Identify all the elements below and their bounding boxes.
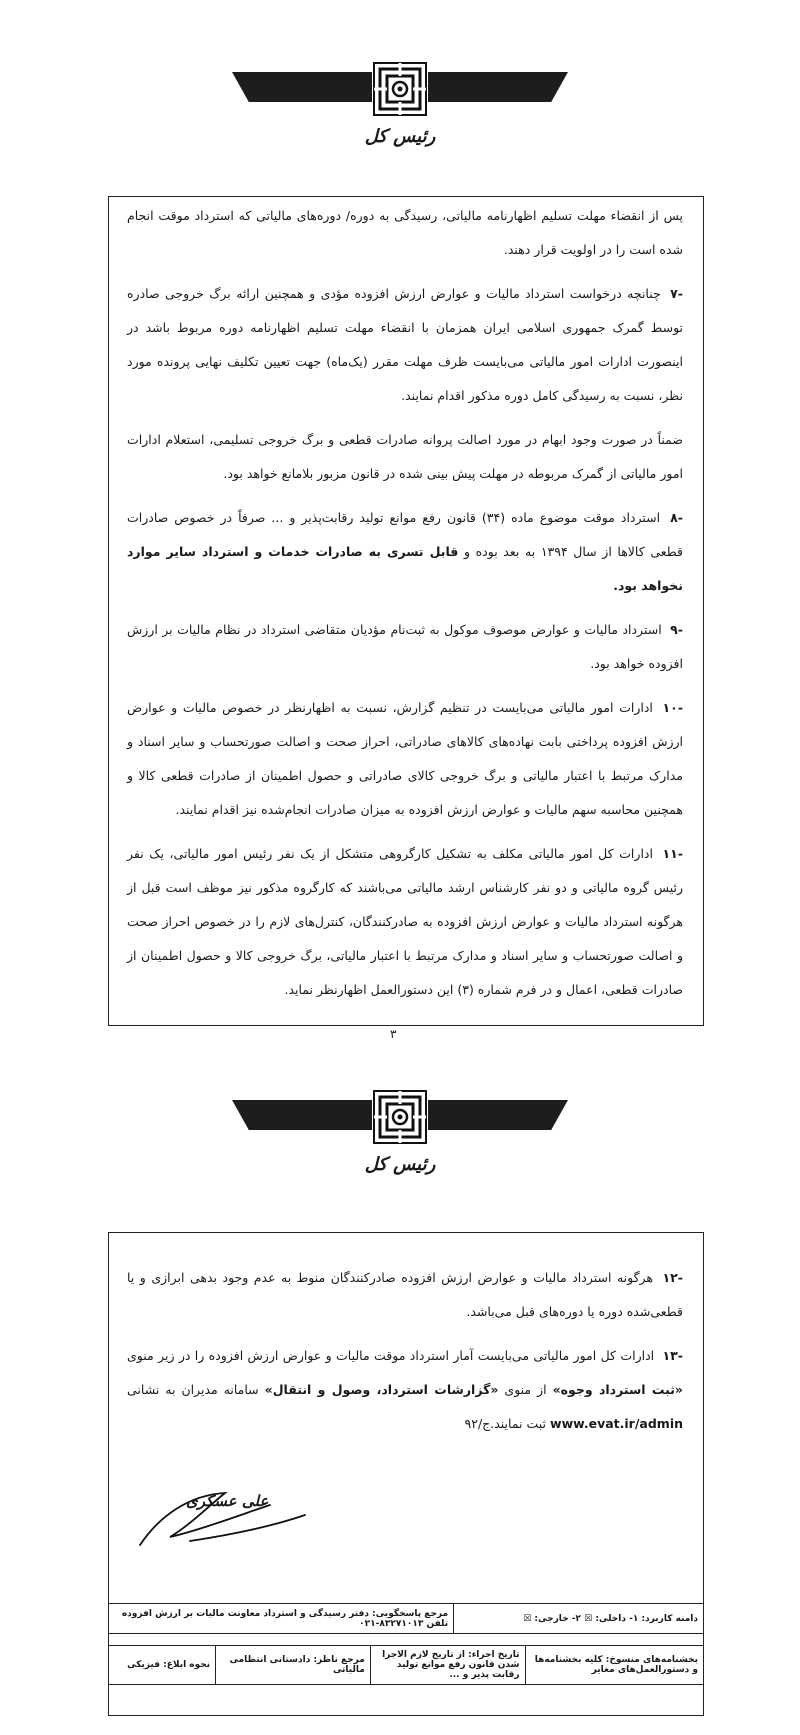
item-text: سامانه مدیران به نشانی [127,1382,265,1397]
page-number: ۳ [390,1027,397,1041]
footer-row [109,1646,704,1685]
emblem-icon [373,1090,427,1144]
item-text: استرداد موقت موضوع ماده (۳۴) قانون رفع موانع تولید رقابت‌پذیر و ... صرفاً در خصوص صادرات قطعی کالاها از سال ۱۳۹۴ به بعد بوده و [127,510,683,559]
footer-metadata-table [108,1603,704,1634]
item-number: -۷ [670,286,683,301]
footer-row [109,1604,704,1634]
item-13 [127,1339,683,1441]
item-text: ادارات کل امور مالیاتی می‌بایست آمار استرداد موقت مالیات و عوارض ارزش افزوده را در زیر منوی [127,1348,655,1363]
footer-reference: مرجع پاسخگویی: دفتر رسیدگی و استرداد معاونت مالیات بر ارزش افزوده تلفن ۸۳۲۷۱۰۱۳-۰۲۱ [109,1604,454,1634]
item-text: ادارات امور مالیاتی می‌بایست در تنظیم گزارش، نسبت به اظهارنظر در خصوص مالیات و عوارض ارزش افزوده پرداختی بابت نهاده‌های کالاهای صادراتی، احراز صحت و اصالت صورتحساب و سایر اسناد و مدارک مرتبط با اعتبار مالیاتی و برگ خروجی کالای صادراتی و حصول اطمینان از صادرات قطعی کالا و همچنین محاسبه سهم مالیات و عوارض ارزش افزوده به میزان صادرات انجام‌شده نیز اقدام نمایند. [127,700,683,817]
item-text: استرداد مالیات و عوارض موصوف موکول به ثبت‌نام مؤدیان متقاضی استرداد در نظام مالیات بر ارزش افزوده خواهد بود. [127,622,683,671]
page-two-body [127,1261,683,1451]
item-number: -۱۲ [662,1270,683,1285]
letterhead-bar-right [428,1100,568,1130]
item-number: -۸ [670,510,683,525]
page-two-frame [108,1232,704,1716]
item-12 [127,1261,683,1329]
letterhead-bar-right [428,72,568,102]
item-number: -۱۳ [662,1348,683,1363]
chief-label: رئیس کل [364,1154,436,1175]
menu-name: «گزارشات استرداد، وصول و انتقال» [264,1382,499,1397]
paragraph-text: پس از انقضاء مهلت تسلیم اظهارنامه مالیاتی، رسیدگی به دوره/ دوره‌های مالیاتی که استرداد موقت انجام شده است را در اولویت قرار دهند. [127,208,683,257]
letterhead-bar-left [232,72,372,102]
footer-notification: نحوه ابلاغ: فیزیکی [109,1646,216,1685]
note-paragraph [127,423,683,491]
signature-icon [130,1475,310,1555]
letterhead-top [0,62,800,182]
item-text: از منوی [498,1382,553,1397]
item-text: ادارات کل امور مالیاتی مکلف به تشکیل کارگروهی متشکل از یک نفر رئیس امور مالیاتی، یک نفر رئیس گروه مالیاتی و دو نفر کارشناس ارشد مالیاتی می‌باشند که کارگروه مذکور نیز موظف است قبل از هرگونه استرداد مالیات و عوارض ارزش افزوده به صادرکنندگان، کنترل‌های لازم را در خصوص احراز صحت و اصالت صورتحساب و سایر اسناد و مدارک مرتبط با اعتبار مالیاتی، برگ خروجی کالا و حصول اطمینان از صادرات قطعی، اعمال و در فرم شماره (۳) این دستورالعمل اظهارنظر نماید. [127,846,683,997]
item-text-bold: قابل تسری به صادرات خدمات و استرداد سایر موارد نخواهد بود. [127,544,683,593]
item-text: چنانچه درخواست استرداد مالیات و عوارض ارزش افزوده مؤدی و همچنین ارائه برگ خروجی صادره توسط گمرک جمهوری اسلامی ایران همزمان با انقضاء مهلت تسلیم اظهارنامه دوره مربوط باشد در اینصورت ادارات امور مالیاتی می‌بایست ظرف مهلت مقرر (یک‌ماه) جهت تعیین تکلیف نهایی پرونده مورد نظر، نسبت به رسیدگی کامل دوره مذکور اقدام نمایند. [127,286,683,403]
footer-metadata-table-2 [108,1645,704,1685]
footer-superseded: بخشنامه‌های منسوخ: کلیه بخشنامه‌ها و دستورالعمل‌های مغایر [525,1646,704,1685]
letterhead-second [0,1090,800,1210]
item-7 [127,277,683,413]
emblem-icon [373,62,427,116]
footer-monitoring: مرجع ناظر: دادستانی انتظامی مالیاتی [216,1646,371,1685]
letterhead-bar-left [232,1100,372,1130]
page-one-body [127,199,683,1017]
paragraph-continuation [127,199,683,267]
item-text: هرگونه استرداد مالیات و عوارض ارزش افزوده صادرکنندگان منوط به عدم وجود بدهی ابرازی و یا قطعی‌شده دوره یا دوره‌های قبل می‌باشد. [127,1270,683,1319]
footer-effective-date: تاریخ اجراء: از تاریخ لازم الاجرا شدن قانون رفع موانع تولید رقابت پذیر و ... [370,1646,525,1685]
admin-url-link[interactable]: www.evat.ir/admin [550,1416,683,1431]
item-9 [127,613,683,681]
menu-name: «ثبت استرداد وجوه» [552,1382,683,1397]
chief-label: رئیس کل [364,126,436,147]
item-number: -۹ [670,622,683,637]
item-10 [127,691,683,827]
footer-scope: دامنه کاربرد: ۱- داخلی: ☒ ۲- خارجی: ☒ [454,1604,704,1634]
paragraph-text: ضمناً در صورت وجود ابهام در مورد اصالت پروانه صادرات قطعی و برگ خروجی تسلیمی، استعلام ادارات امور مالیاتی از گمرک مربوطه در مهلت پیش بینی شده در قانون مزبور بلامانع خواهد بود. [127,432,683,481]
item-number: -۱۰ [662,700,684,715]
page-one-frame [108,196,704,1026]
signer-name: علی عسکری [186,1492,269,1510]
item-number: -۱۱ [662,846,683,861]
item-11 [127,837,683,1007]
item-8 [127,501,683,603]
item-text: ثبت نمایند.ج/۹۲ [464,1416,551,1431]
